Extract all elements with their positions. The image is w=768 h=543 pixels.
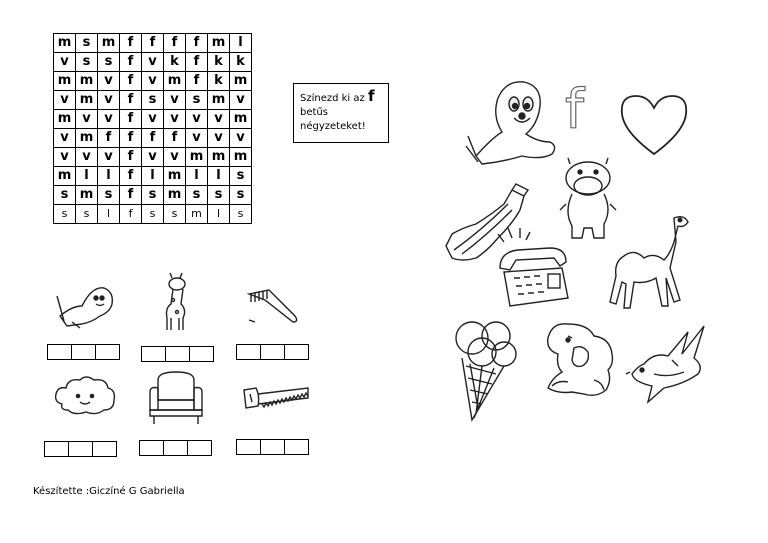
grid-row — [54, 167, 252, 186]
grid-cell[interactable]: m — [76, 129, 98, 148]
grid-row — [54, 91, 252, 110]
grid-cell[interactable]: f — [120, 186, 142, 205]
grid-cell[interactable]: s — [186, 91, 208, 110]
grid-row — [54, 129, 252, 148]
grid-cell[interactable]: m — [208, 91, 230, 110]
instruction-text-2: betűs — [300, 107, 328, 118]
instruction-letter: f — [367, 87, 375, 105]
grid-cell[interactable]: f — [186, 53, 208, 72]
grid-cell[interactable]: m — [76, 186, 98, 205]
saw-icon — [240, 384, 312, 418]
grid-cell[interactable]: s — [230, 186, 252, 205]
grid-cell[interactable]: f — [120, 53, 142, 72]
grid-cell[interactable]: m — [54, 34, 76, 53]
grid-cell[interactable]: s — [142, 91, 164, 110]
grid-row — [54, 110, 252, 129]
grid-cell[interactable]: v — [76, 110, 98, 129]
grid-cell[interactable]: s — [98, 53, 120, 72]
grid-cell[interactable]: l — [142, 167, 164, 186]
grid-cell[interactable]: m — [164, 186, 186, 205]
grid-cell[interactable]: v — [98, 72, 120, 91]
answer-boxes-cloud[interactable] — [45, 441, 117, 457]
grid-cell[interactable]: v — [186, 110, 208, 129]
grid-cell[interactable]: v — [186, 129, 208, 148]
grid-cell[interactable]: f — [120, 110, 142, 129]
grid-cell[interactable]: m — [186, 205, 208, 224]
grid-cell[interactable]: l — [186, 167, 208, 186]
answer-boxes-saw[interactable] — [237, 439, 309, 455]
grid-cell[interactable]: v — [164, 91, 186, 110]
grid-cell[interactable]: l — [98, 205, 120, 224]
letter-grid — [53, 33, 252, 224]
telephone-icon — [494, 228, 572, 314]
grid-cell[interactable]: k — [230, 53, 252, 72]
grid-cell[interactable]: v — [98, 110, 120, 129]
instruction-text-1: Színezd ki az — [300, 93, 368, 104]
grid-cell[interactable]: v — [98, 91, 120, 110]
grid-cell[interactable]: s — [230, 167, 252, 186]
grid-cell[interactable]: k — [208, 72, 230, 91]
grid-cell[interactable]: v — [208, 110, 230, 129]
ice-cream-icon — [448, 318, 520, 424]
grid-cell[interactable]: l — [208, 167, 230, 186]
grid-cell[interactable]: f — [186, 34, 208, 53]
grid-cell[interactable]: v — [142, 110, 164, 129]
grid-cell[interactable]: m — [54, 167, 76, 186]
answer-boxes-giraffe[interactable] — [142, 346, 214, 362]
grid-cell[interactable]: v — [54, 148, 76, 167]
author-credit: Készítette :Giczíné G Gabriella — [33, 486, 185, 497]
grid-cell[interactable]: f — [120, 205, 142, 224]
grid-cell[interactable]: m — [208, 148, 230, 167]
grid-cell[interactable]: v — [98, 148, 120, 167]
answer-boxes-armchair[interactable] — [140, 440, 212, 456]
answer-boxes-seal[interactable] — [48, 344, 120, 360]
grid-cell[interactable]: k — [208, 53, 230, 72]
grid-cell[interactable]: f — [142, 129, 164, 148]
grid-cell[interactable]: s — [76, 53, 98, 72]
grid-cell[interactable]: v — [142, 72, 164, 91]
grid-row — [54, 186, 252, 205]
grid-cell[interactable]: f — [120, 129, 142, 148]
grid-cell[interactable]: l — [76, 167, 98, 186]
grid-cell[interactable]: v — [54, 53, 76, 72]
grid-row — [54, 205, 252, 224]
grid-cell[interactable]: s — [208, 186, 230, 205]
grid-cell[interactable]: s — [186, 186, 208, 205]
giraffe-small-icon — [155, 272, 195, 334]
answer-boxes-comb[interactable] — [237, 344, 309, 360]
grid-row — [54, 53, 252, 72]
grid-cell[interactable]: m — [54, 72, 76, 91]
grid-cell[interactable]: f — [164, 129, 186, 148]
grid-cell[interactable]: f — [120, 91, 142, 110]
grid-cell[interactable]: v — [54, 129, 76, 148]
grid-cell[interactable]: s — [142, 205, 164, 224]
grid-cell[interactable]: f — [164, 34, 186, 53]
big-letter-f: f — [565, 78, 585, 141]
cloud-icon — [52, 374, 118, 418]
grid-cell[interactable]: v — [230, 129, 252, 148]
grid-cell[interactable]: m — [230, 148, 252, 167]
grid-cell[interactable]: s — [76, 205, 98, 224]
grid-cell[interactable]: s — [54, 205, 76, 224]
grid-cell[interactable]: v — [142, 53, 164, 72]
grid-cell[interactable]: f — [120, 72, 142, 91]
grid-cell[interactable]: m — [230, 72, 252, 91]
grid-cell[interactable]: m — [164, 167, 186, 186]
grid-cell[interactable]: m — [76, 91, 98, 110]
seal-icon — [462, 76, 562, 168]
grid-cell[interactable]: s — [230, 205, 252, 224]
grid-cell[interactable]: v — [230, 91, 252, 110]
grid-row — [54, 34, 252, 53]
grid-cell[interactable]: s — [54, 186, 76, 205]
grid-cell[interactable]: m — [54, 110, 76, 129]
armchair-icon — [146, 370, 206, 428]
grid-cell[interactable]: l — [208, 205, 230, 224]
grid-cell[interactable]: l — [98, 167, 120, 186]
grid-cell[interactable]: m — [76, 72, 98, 91]
grid-cell[interactable]: v — [164, 110, 186, 129]
grid-cell[interactable]: v — [142, 148, 164, 167]
grid-cell[interactable]: v — [54, 91, 76, 110]
grid-cell[interactable]: m — [98, 34, 120, 53]
comb-icon — [245, 288, 301, 328]
grid-cell[interactable]: f — [120, 34, 142, 53]
grid-cell[interactable]: l — [230, 34, 252, 53]
grid-cell[interactable]: f — [120, 148, 142, 167]
grid-cell[interactable]: m — [208, 34, 230, 53]
grid-cell[interactable]: v — [208, 129, 230, 148]
heart-icon — [618, 92, 690, 158]
grid-cell[interactable]: s — [164, 205, 186, 224]
grid-cell[interactable]: m — [186, 148, 208, 167]
swallow-bird-icon — [624, 322, 710, 404]
grid-cell[interactable]: f — [142, 34, 164, 53]
grid-cell[interactable]: f — [120, 167, 142, 186]
grid-cell[interactable]: v — [164, 148, 186, 167]
seal-small-icon — [52, 276, 122, 331]
grid-row — [54, 148, 252, 167]
grid-cell[interactable]: s — [98, 186, 120, 205]
grid-cell[interactable]: k — [164, 53, 186, 72]
grid-cell[interactable]: f — [186, 72, 208, 91]
grid-cell[interactable]: s — [76, 34, 98, 53]
instruction-box — [293, 83, 389, 143]
grid-row — [54, 72, 252, 91]
camel-icon — [604, 212, 694, 316]
instruction-text-3: négyzeteket! — [300, 121, 366, 132]
elephant-icon — [538, 320, 618, 400]
grid-cell[interactable]: m — [230, 110, 252, 129]
grid-cell[interactable]: m — [164, 72, 186, 91]
grid-cell[interactable]: s — [142, 186, 164, 205]
grid-cell[interactable]: v — [76, 148, 98, 167]
grid-cell[interactable]: f — [98, 129, 120, 148]
